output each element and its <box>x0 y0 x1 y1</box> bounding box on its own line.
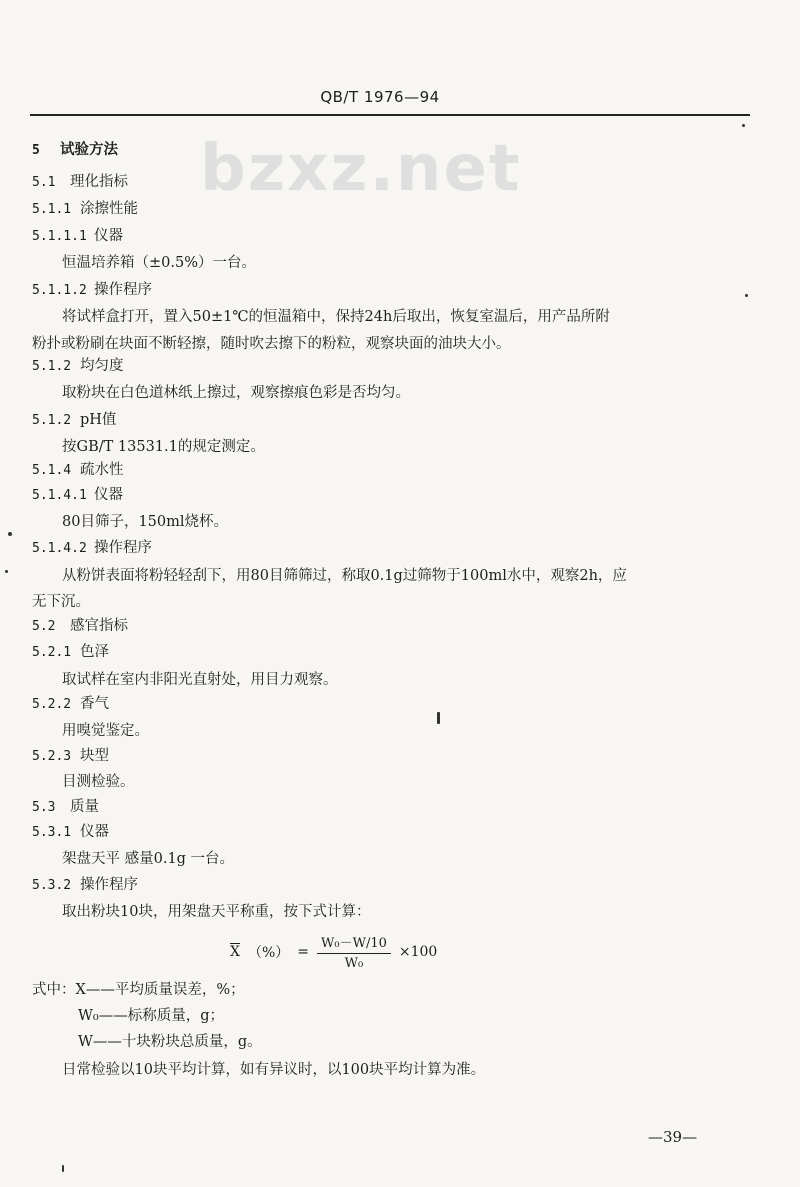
header-rule <box>30 114 750 116</box>
scan-speck <box>8 532 12 536</box>
section-heading: 仪器 <box>94 487 123 503</box>
section-heading: 色泽 <box>80 644 109 660</box>
section-number: 5.3.1 <box>32 825 72 840</box>
text-line <box>62 1060 485 1080</box>
section-heading: 质量 <box>70 799 99 815</box>
mean-mass-error-formula <box>230 932 437 971</box>
scan-speck <box>745 294 748 297</box>
section-line <box>32 822 109 843</box>
formula-fraction <box>317 932 391 971</box>
text-line <box>32 592 90 612</box>
paragraph-text: 粉扑或粉刷在块面不断轻擦，随时吹去擦下的粉粒，观察块面的油块大小。 <box>32 336 511 352</box>
paragraph-text: 式中：X——平均质量误差，%； <box>32 982 245 998</box>
paragraph-text: 架盘天平 感量0.1g 一台。 <box>62 851 235 867</box>
paragraph-text: 恒温培养箱（±0.5%）一台。 <box>62 255 256 271</box>
section-line <box>32 226 123 247</box>
text-line <box>62 307 610 327</box>
section-number: 5.2 <box>32 619 56 634</box>
section-line <box>32 616 128 637</box>
section-line <box>32 694 109 715</box>
formula-denominator: W₀ <box>344 956 364 971</box>
text-line <box>62 512 228 532</box>
scan-speck <box>742 124 745 127</box>
section-number: 5.3.2 <box>32 878 72 893</box>
text-line <box>62 566 627 586</box>
section-heading: 操作程序 <box>80 877 138 893</box>
section-line <box>32 875 138 896</box>
section-heading: 均匀度 <box>80 358 124 374</box>
section-heading: pH值 <box>80 412 117 428</box>
paragraph-text: 目测检验。 <box>62 774 135 790</box>
section-heading: 仪器 <box>80 824 109 840</box>
text-line <box>62 772 135 792</box>
section-line <box>32 485 123 506</box>
section-line <box>32 797 99 818</box>
section-number: 5 <box>32 143 40 158</box>
section-number: 5.1.2 <box>32 359 72 374</box>
section-number: 5.2.3 <box>32 749 72 764</box>
section-heading: 仪器 <box>94 228 123 244</box>
paragraph-text: W₀——标称质量，g； <box>78 1008 224 1024</box>
section-heading: 涂擦性能 <box>80 201 138 217</box>
paragraph-text: 从粉饼表面将粉轻轻刮下，用80目筛筛过，称取0.1g过筛物于100ml水中，观察2h，应 <box>62 568 627 584</box>
scan-speck <box>437 712 440 724</box>
section-number: 5.1.1.1 <box>32 229 87 244</box>
paragraph-text: 80目筛子，150ml烧杯。 <box>62 514 229 530</box>
section-line <box>32 642 109 663</box>
paragraph-text: 将试样盒打开，置入50±1℃的恒温箱中，保持24h后取出，恢复室温后，用产品所附 <box>62 309 610 325</box>
text-line <box>62 383 410 403</box>
section-heading: 香气 <box>80 696 109 712</box>
section-line <box>32 280 152 301</box>
section-number: 5.1.2 <box>32 413 72 428</box>
formula-equals: = <box>297 943 310 960</box>
text-line <box>62 670 338 690</box>
paragraph-text: W——十块粉块总质量，g。 <box>78 1034 262 1050</box>
text-line <box>62 253 256 273</box>
text-line <box>78 1006 224 1026</box>
paragraph-text: 取试样在室内非阳光直射处，用目力观察。 <box>62 672 338 688</box>
section-number: 5.1.4.2 <box>32 541 87 556</box>
watermark: bzxz.net <box>200 132 522 206</box>
section-number: 5.1.4.1 <box>32 488 87 503</box>
text-line <box>62 437 265 457</box>
section-heading: 试验方法 <box>60 141 118 158</box>
formula-numerator: W₀－W/10 <box>317 932 391 954</box>
section-line <box>32 410 116 431</box>
paragraph-text: 用嗅觉鉴定。 <box>62 723 149 739</box>
text-line <box>78 1032 262 1052</box>
formula-unit: （%） <box>247 944 290 961</box>
section-heading: 感官指标 <box>70 618 128 634</box>
section-number: 5.1.4 <box>32 463 72 478</box>
scan-speck <box>5 570 8 573</box>
section-line <box>32 199 138 220</box>
paragraph-text: 按GB/T 13531.1的规定测定。 <box>62 439 265 455</box>
section-heading: 操作程序 <box>94 282 152 298</box>
standard-code-header: QB/T 1976—94 <box>320 88 440 106</box>
section-number: 5.1.1.2 <box>32 283 87 298</box>
section-line <box>32 356 124 377</box>
paragraph-text: 取粉块在白色道林纸上擦过，观察擦痕色彩是否均匀。 <box>62 385 410 401</box>
section-number: 5.1.1 <box>32 202 72 217</box>
section-line <box>32 140 118 161</box>
text-line <box>62 849 234 869</box>
section-heading: 操作程序 <box>94 540 152 556</box>
paragraph-text: 无下沉。 <box>32 594 90 610</box>
section-number: 5.2.1 <box>32 645 72 660</box>
formula-multiplier: ×100 <box>398 943 438 960</box>
section-line <box>32 172 128 193</box>
section-number: 5.1 <box>32 175 56 190</box>
section-heading: 理化指标 <box>70 174 128 190</box>
section-number: 5.2.2 <box>32 697 72 712</box>
scan-speck <box>62 1165 64 1172</box>
formula-lhs: $\overline{X}$ <box>230 943 240 960</box>
page-number: —39— <box>648 1128 698 1146</box>
section-heading: 块型 <box>80 748 109 764</box>
text-line <box>62 902 370 922</box>
text-line <box>62 721 149 741</box>
section-line <box>32 746 109 767</box>
section-number: 5.3 <box>32 800 56 815</box>
section-line <box>32 538 152 559</box>
section-heading: 疏水性 <box>80 462 124 478</box>
paragraph-text: 日常检验以10块平均计算，如有异议时，以100块平均计算为准。 <box>62 1062 486 1078</box>
text-line <box>32 334 511 354</box>
text-line <box>32 980 245 1000</box>
section-line <box>32 460 124 481</box>
paragraph-text: 取出粉块10块，用架盘天平称重，按下式计算： <box>62 904 371 920</box>
